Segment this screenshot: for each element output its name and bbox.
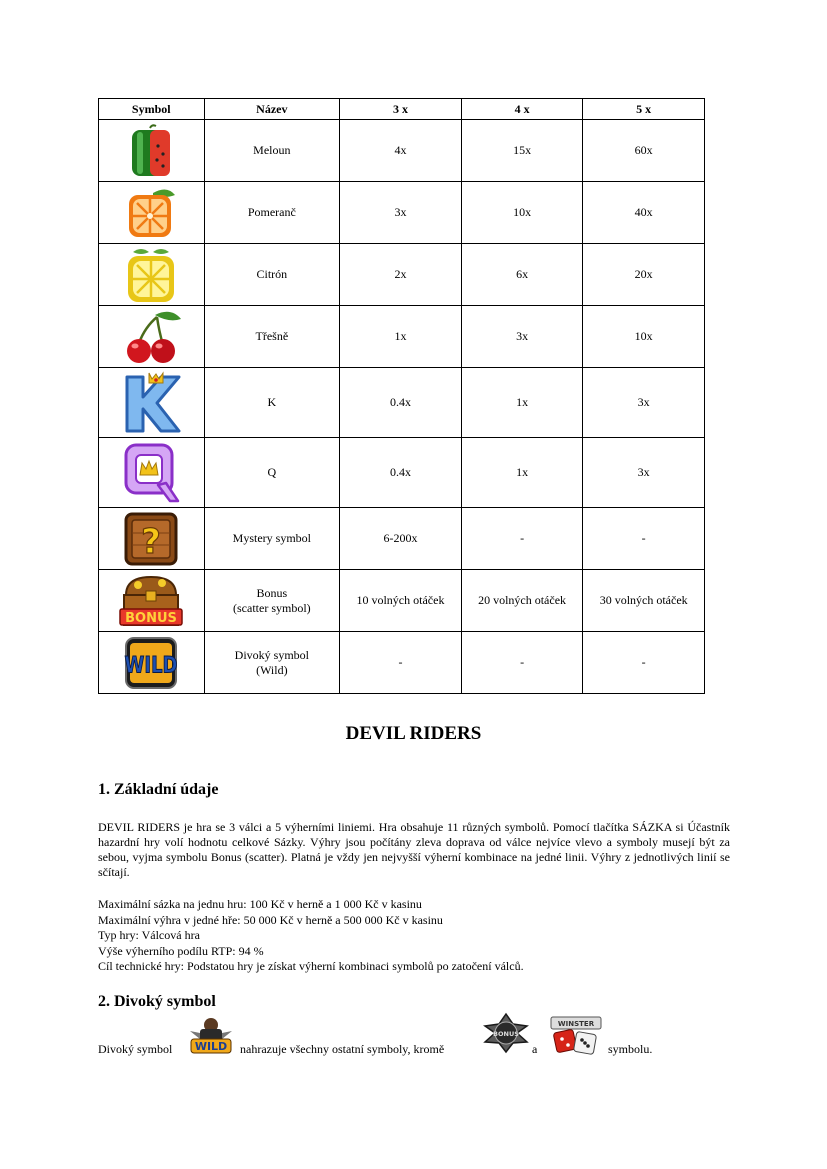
letter-q-icon <box>120 441 182 505</box>
payout-3x: 1x <box>340 306 462 368</box>
symbol-name: Q <box>204 438 340 508</box>
payout-5x: 60x <box>583 120 705 182</box>
page-title: DEVIL RIDERS <box>345 723 482 744</box>
watermelon-icon <box>128 124 174 178</box>
table-row <box>99 438 705 508</box>
payout-5x: - <box>583 508 705 570</box>
wild-text-c: a <box>532 1042 538 1056</box>
table-row <box>99 120 705 182</box>
payout-5x: 20x <box>583 244 705 306</box>
wild-text-b: nahrazuje všechny ostatní symboly, kromě <box>240 1042 445 1056</box>
table-row <box>99 632 705 694</box>
section1-heading: 1. Základní údaje <box>98 781 219 798</box>
symbol-name-line2: (Wild) <box>256 662 288 677</box>
game-goal-line: Cíl technické hry: Podstatou hry je získat výherní kombinaci symbolů po zatočení válců. <box>98 959 524 973</box>
header-symbol: Symbol <box>99 99 205 120</box>
dice-winster-label: WINSTER <box>557 1020 595 1028</box>
bonus-cross-label: BONUS <box>493 1030 519 1038</box>
paytable-header-row <box>99 99 705 120</box>
header-name: Název <box>204 99 340 120</box>
lemon-icon <box>123 246 179 304</box>
symbol-name: Třešně <box>204 306 340 368</box>
wild-text-d: symbolu. <box>608 1042 653 1056</box>
payout-5x: 10x <box>583 306 705 368</box>
payout-3x: 10 volných otáček <box>340 570 462 632</box>
table-row <box>99 182 705 244</box>
orange-icon <box>123 185 179 241</box>
table-row <box>99 244 705 306</box>
svg-text:WILD: WILD <box>124 651 178 678</box>
section1-paragraph: DEVIL RIDERS je hra se 3 válci a 5 výherními liniemi. Hra obsahuje 11 různých symbolů. Pomocí tlačítka SÁZKA si Účastník hazardní hry volí hodnotu celkové Sázky. Výhry jsou počítány zleva doprava od válce nejvíce vlevo a symboly musejí být za sebou, vyjma symbolu Bonus (scatter). Platná je vždy jen nejvyšší výherní kombinace na jedné linii. Výhry z jednotlivých linií se sčítají. <box>98 820 730 879</box>
table-row <box>99 306 705 368</box>
payout-4x: 3x <box>461 306 583 368</box>
symbol-name: Pomeranč <box>204 182 340 244</box>
payout-4x: 1x <box>461 438 583 508</box>
symbol-name: Mystery symbol <box>204 508 340 570</box>
payout-4x: 20 volných otáček <box>461 570 583 632</box>
payout-5x: 3x <box>583 438 705 508</box>
symbol-name-line1: Bonus <box>256 585 288 600</box>
header-5x: 5 x <box>583 99 705 120</box>
symbol-name: Meloun <box>204 120 340 182</box>
table-row <box>99 508 705 570</box>
symbol-name <box>204 632 340 694</box>
symbol-name <box>204 570 340 632</box>
svg-text:?: ? <box>141 521 162 562</box>
payout-5x: 30 volných otáček <box>583 570 705 632</box>
payout-4x: 10x <box>461 182 583 244</box>
max-win-line: Maximální výhra v jedné hře: 50 000 Kč v herně a 500 000 Kč v kasinu <box>98 912 443 927</box>
header-4x: 4 x <box>461 99 583 120</box>
bonus-chest-icon <box>118 573 184 629</box>
header-3x: 3 x <box>340 99 462 120</box>
payout-5x: 40x <box>583 182 705 244</box>
dice-winster-icon <box>549 1015 603 1057</box>
section2-heading: 2. Divoký symbol <box>98 993 216 1010</box>
game-info-list <box>98 897 524 975</box>
payout-3x: 6-200x <box>340 508 462 570</box>
payout-3x: 2x <box>340 244 462 306</box>
payout-4x: 1x <box>461 368 583 438</box>
payout-3x: 0.4x <box>340 438 462 508</box>
paytable <box>98 98 705 694</box>
payout-3x: 4x <box>340 120 462 182</box>
max-bet-line: Maximální sázka na jednu hru: 100 Kč v herně a 1 000 Kč v kasinu <box>98 897 422 911</box>
rtp-line: Výše výherního podílu RTP: 94 % <box>98 943 264 958</box>
wild-rider-label: WILD <box>194 1040 228 1053</box>
payout-3x: - <box>340 632 462 694</box>
cherries-icon <box>119 309 183 365</box>
wild-text-a: Divoký symbol <box>98 1042 173 1056</box>
game-type-line: Typ hry: Válcová hra <box>98 928 200 942</box>
payout-4x: 6x <box>461 244 583 306</box>
payout-3x: 3x <box>340 182 462 244</box>
bonus-cross-icon <box>483 1012 529 1054</box>
svg-text:BONUS: BONUS <box>125 610 178 626</box>
payout-5x: - <box>583 632 705 694</box>
symbol-name: K <box>204 368 340 438</box>
payout-3x: 0.4x <box>340 368 462 438</box>
wild-icon <box>123 635 179 691</box>
wild-rider-icon <box>188 1015 234 1055</box>
symbol-name-line2: (scatter symbol) <box>233 600 311 615</box>
payout-4x: - <box>461 632 583 694</box>
mystery-box-icon <box>123 511 179 567</box>
payout-5x: 3x <box>583 368 705 438</box>
symbol-name: Citrón <box>204 244 340 306</box>
payout-4x: - <box>461 508 583 570</box>
table-row <box>99 570 705 632</box>
symbol-name-line1: Divoký symbol <box>234 647 310 662</box>
wild-symbol-description <box>98 1015 738 1065</box>
letter-k-icon <box>119 371 183 435</box>
table-row <box>99 368 705 438</box>
payout-4x: 15x <box>461 120 583 182</box>
